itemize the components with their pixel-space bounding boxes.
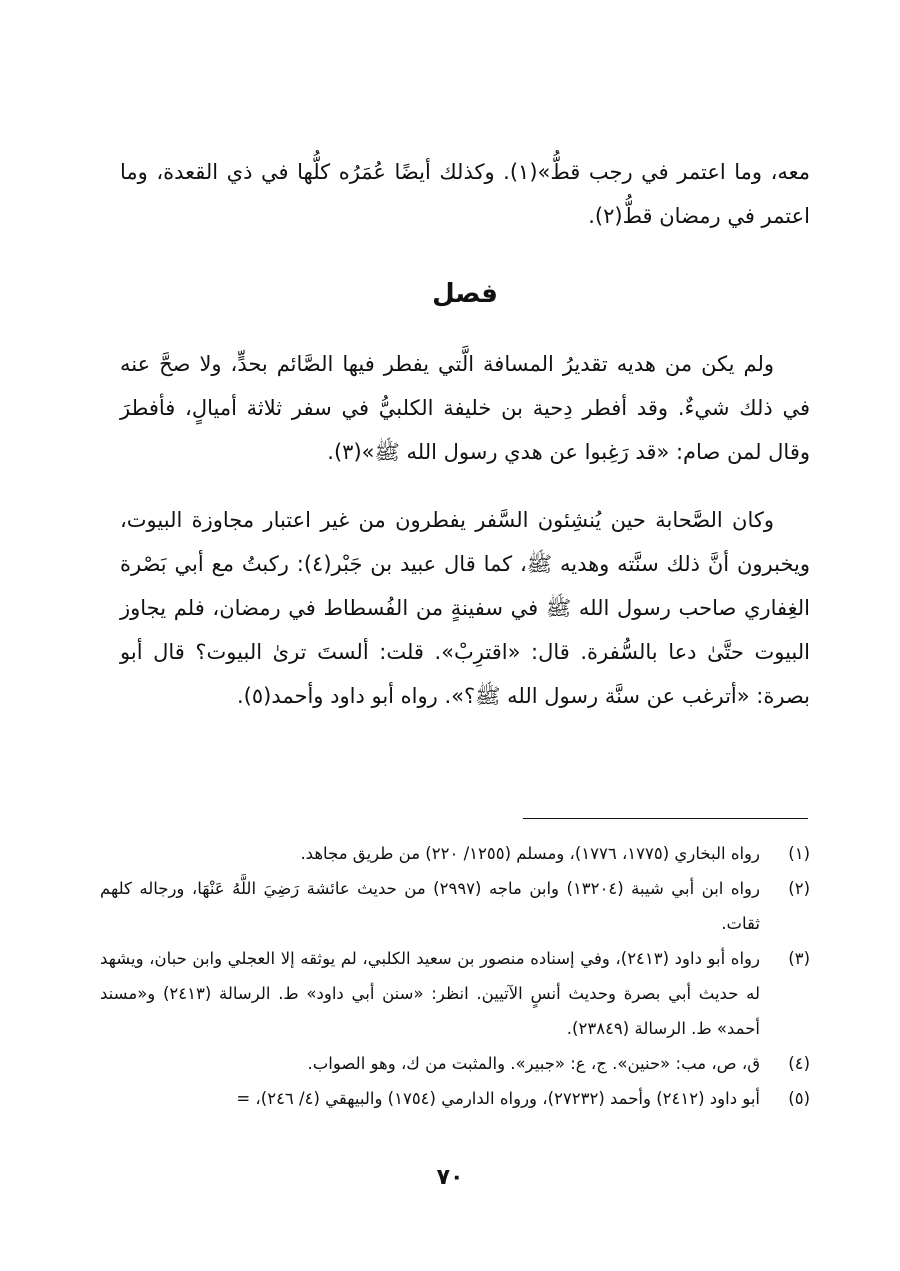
footnote [100, 871, 810, 941]
body-paragraph-1: ولم يكن من هديه تقديرُ المسافة الَّتي يفطر فيها الصَّائم بحدٍّ، ولا صحَّ عنه في ذلك شيءٌ. وقد أفطر دِحية بن خليفة الكلبيُّ في سفر ثلاثة أميالٍ، فأفطرَ وقال لمن صام: «قد رَغِبوا عن هدي رسول الله ﷺ»(٣). [120, 352, 810, 464]
footnote-text: رواه البخاري (١٧٧٥، ١٧٧٦)، ومسلم (١٢٥٥/ ٢٢٠) من طريق مجاهد. [300, 844, 760, 863]
footnote-separator [523, 818, 808, 819]
page-number: ٧٠ [436, 1165, 464, 1190]
body-paragraph-2: وكان الصَّحابة حين يُنشِئون السَّفر يفطرون من غير اعتبار مجاوزة البيوت، ويخبرون أنَّ ذلك سنَّته وهديه ﷺ، كما قال عبيد بن جَبْر(٤): ركبتُ مع أبي بَصْرة الغِفاري صاحب رسول الله ﷺ في سفينةٍ من الفُسطاط في رمضان، فلم يجاوز البيوت حتَّىٰ دعا بالسُّفرة. قال: «اقترِبْ». قلت: ألستَ ترىٰ البيوت؟ قال أبو بصرة: «أترغب عن سنَّة رسول الله ﷺ؟». رواه أبو داود وأحمد(٥). [120, 508, 811, 708]
footnote-number: (٥) [788, 1089, 810, 1108]
footnote-number: (١) [788, 844, 810, 863]
footnotes-section [100, 836, 810, 1116]
footnote-text: رواه ابن أبي شيبة (١٣٢٠٤) وابن ماجه (٢٩٩٧) من حديث عائشة رَضِيَ اللَّهُ عَنْهَا، ورجاله كلهم ثقات. [100, 879, 760, 933]
footnote-text: رواه أبو داود (٢٤١٣)، وفي إسناده منصور بن سعيد الكلبي، لم يوثقه إلا العجلي وابن حبان، ويشهد له حديث أبي بصرة وحديث أنسٍ الآتيين. انظر: «سنن أبي داود» ط. الرسالة (٢٤١٣) و«مسند أحمد» ط. الرسالة (٢٣٨٤٩). [100, 949, 760, 1038]
footnote [100, 1081, 810, 1116]
intro-paragraph: معه، وما اعتمر في رجب قطُّ»(١). وكذلك أيضًا عُمَرُه كلُّها في ذي القعدة، وما اعتمر في رمضان قطُّ(٢). [120, 160, 811, 228]
footnote [100, 836, 810, 871]
footnote-text: أبو داود (٢٤١٢) وأحمد (٢٧٢٣٢)، ورواه الدارمي (١٧٥٤) والبيهقي (٤/ ٢٤٦)، = [236, 1089, 760, 1108]
footnote-number: (٣) [788, 949, 810, 968]
footnote-number: (٤) [788, 1054, 810, 1073]
footnote-text: ق، ص، مب: «حنين». ج، ع: «جبير». والمثبت من ك، وهو الصواب. [307, 1054, 760, 1073]
footnote [100, 941, 810, 1046]
section-title: فصل [432, 279, 498, 309]
footnote [100, 1046, 810, 1081]
footnote-number: (٢) [788, 879, 810, 898]
